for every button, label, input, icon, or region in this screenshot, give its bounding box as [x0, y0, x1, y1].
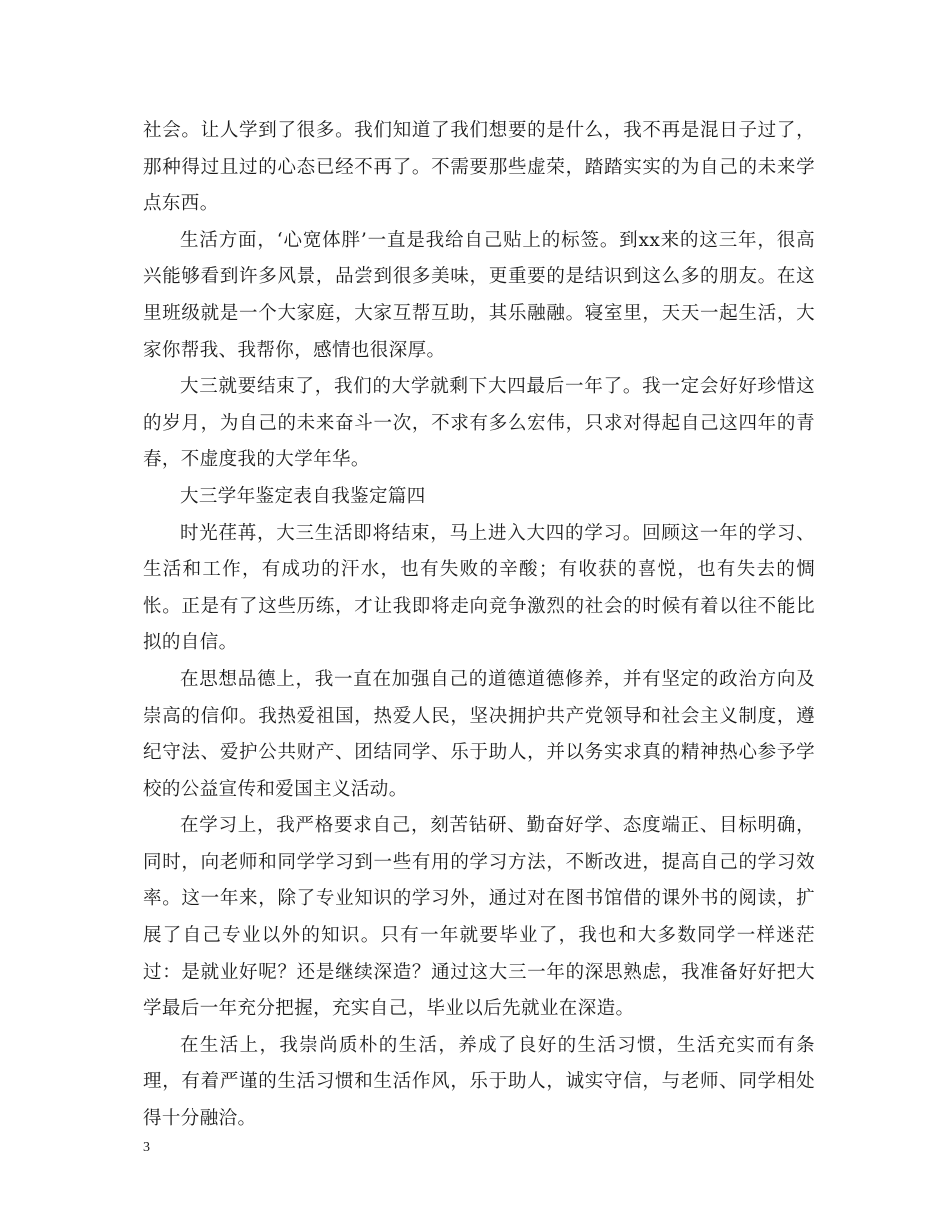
paragraph: 时光荏苒，大三生活即将结束，马上进入大四的学习。回顾这一年的学习、生活和工作，有成功的汗水，也有失败的辛酸；有收获的喜悦，也有失去的惆怅。正是有了这些历练，才让我即将走向竞争激烈的社会的时候有着以往不能比拟的自信。	[143, 522, 815, 654]
paragraph: 在生活上，我崇尚质朴的生活，养成了良好的生活习惯，生活充实而有条理，有着严谨的生活习惯和生活作风，乐于助人，诚实守信，与老师、同学相处得十分融洽。	[143, 1034, 815, 1130]
section-heading: 大三学年鉴定表自我鉴定篇四	[180, 485, 426, 507]
paragraph: 大三就要结束了，我们的大学就剩下大四最后一年了。我一定会好好珍惜这的岁月，为自己的未来奋斗一次，不求有多么宏伟，只求对得起自己这四年的青春，不虚度我的大学年华。	[143, 376, 815, 471]
paragraph: 社会。让人学到了很多。我们知道了我们想要的是什么，我不再是混日子过了，那种得过且过的心态已经不再了。不需要那些虚荣，踏踏实实的为自己的未来学点东西。	[143, 120, 815, 215]
paragraph: 生活方面，‘心宽体胖’一直是我给自己贴上的标签。到xx来的这三年，很高兴能够看到许多风景，品尝到很多美味，更重要的是结识到这么多的朋友。在这里班级就是一个大家庭，大家互帮互助，其乐融融。寝室里，天天一起生活，大家你帮我、我帮你，感情也很深厚。	[143, 229, 815, 361]
paragraph: 在学习上，我严格要求自己，刻苦钻研、勤奋好学、态度端正、目标明确，同时，向老师和同学学习到一些有用的学习方法，不断改进，提高自己的学习效率。这一年来，除了专业知识的学习外，通过对在图书馆借的课外书的阅读，扩展了自己专业以外的知识。只有一年就要毕业了，我也和大多数同学一样迷茫过：是就业好呢？还是继续深造？通过这大三一年的深思熟虑，我准备好好把大学最后一年充分把握，充实自己，毕业以后先就业在深造。	[143, 815, 815, 1020]
page-number: 3	[143, 1140, 150, 1155]
document-body	[143, 113, 815, 1138]
paragraph: 在思想品德上，我一直在加强自己的道德道德修养，并有坚定的政治方向及崇高的信仰。我热爱祖国，热爱人民，坚决拥护共产党领导和社会主义制度，遵纪守法、爱护公共财产、团结同学、乐于助人，并以务实求真的精神热心参予学校的公益宣传和爱国主义活动。	[143, 668, 815, 800]
